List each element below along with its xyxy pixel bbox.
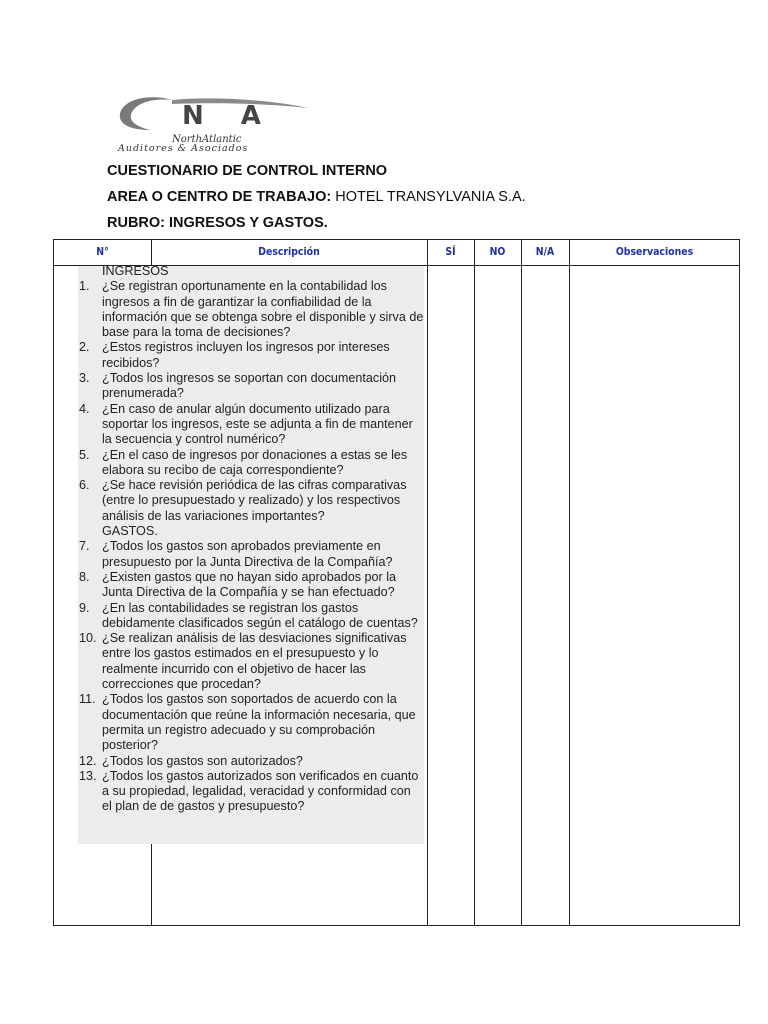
question-item xyxy=(78,371,424,402)
question-number: 12. xyxy=(79,753,97,768)
question-item xyxy=(78,402,424,448)
question-text: ¿Se hace revisión periódica de las cifras comparativas (entre lo presupuestado y realizado) y los respectivos análisis de las variaciones importantes? xyxy=(102,478,407,523)
question-text: ¿En caso de anular algún documento utilizado para soportar los ingresos, este se adjunta a fin de mantener la secuencia y control numérico? xyxy=(102,401,413,447)
question-number: 2. xyxy=(79,340,90,355)
question-number: 5. xyxy=(79,447,90,462)
question-number: 11. xyxy=(79,692,96,707)
logo-initials: N A xyxy=(182,101,275,131)
question-number: 7. xyxy=(79,539,90,554)
question-text: ¿Existen gastos que no hayan sido aprobados por la Junta Directiva de la Compañía y se han efectuado? xyxy=(102,569,397,600)
question-number: 9. xyxy=(79,600,90,615)
question-item xyxy=(78,279,424,340)
question-text: ¿En el caso de ingresos por donaciones a estas se les elabora su recibo de caja correspondiente? xyxy=(102,447,408,477)
question-item xyxy=(78,692,424,753)
question-text: ¿En las contabilidades se registran los gastos debidamente clasificados según el catálogo de cuentas? xyxy=(102,600,418,630)
header-no: NO xyxy=(489,245,506,258)
rubro-line: RUBRO: INGRESOS Y GASTOS. xyxy=(107,215,328,231)
question-item xyxy=(78,539,424,570)
logo-line1: NorthAtlantic xyxy=(172,134,242,145)
column-divider xyxy=(474,240,475,925)
question-item xyxy=(78,570,424,601)
question-number: 1. xyxy=(79,279,90,294)
area-line xyxy=(107,189,526,205)
section-title-ingresos: INGRESOS xyxy=(102,264,169,278)
header-num: N° xyxy=(96,245,109,258)
question-text: ¿Todos los gastos son aprobados previamente en presupuesto por la Junta Directiva de la Compañía? xyxy=(102,539,393,569)
question-text: ¿Se registran oportunamente en la contabilidad los ingresos a fin de garantizar la confiabilidad de la información que se obtenga sobre el disponible y sirva de base para la toma de decisiones? xyxy=(102,279,424,340)
question-item xyxy=(78,478,424,524)
logo-line2: Auditores & Asociados xyxy=(118,143,249,154)
question-item xyxy=(78,448,424,479)
column-divider xyxy=(569,240,570,925)
question-text: ¿Estos registros incluyen los ingresos por intereses recibidos? xyxy=(102,340,390,370)
question-number: 10. xyxy=(79,631,97,646)
question-list xyxy=(78,264,424,815)
question-text: ¿Todos los gastos son autorizados? xyxy=(102,753,303,768)
question-item xyxy=(78,340,424,371)
question-text: ¿Todos los gastos autorizados son verificados en cuanto a su propiedad, legalidad, veracidad y conformidad con el plan de de gastos y presupuesto? xyxy=(102,768,419,814)
question-text: ¿Se realizan análisis de las desviaciones significativas entre los gastos estimados en el presupuesto y lo realmente incurrido con el objetivo de hacer las correcciones que procedan? xyxy=(102,631,407,692)
company-logo xyxy=(112,92,312,154)
question-text: ¿Todos los gastos son soportados de acuerdo con la documentación que reúne la información necesaria, que permita un registro adecuado y su comprobación posterior? xyxy=(102,692,416,753)
area-value: HOTEL TRANSYLVANIA S.A. xyxy=(331,189,526,205)
column-divider xyxy=(521,240,522,925)
question-number: 8. xyxy=(79,569,90,584)
question-item xyxy=(78,631,424,692)
section-title-gastos: GASTOS. xyxy=(102,524,158,539)
question-number: 13. xyxy=(79,768,97,783)
document-title: CUESTIONARIO DE CONTROL INTERNO xyxy=(107,163,388,179)
header-observaciones: Observaciones xyxy=(615,245,694,258)
question-text: ¿Todos los ingresos se soportan con documentación prenumerada? xyxy=(102,371,397,401)
header-na: N/A xyxy=(535,245,555,258)
question-item xyxy=(78,754,424,769)
question-number: 6. xyxy=(79,478,90,493)
header-descripcion: Descripción xyxy=(258,245,320,258)
question-number: 4. xyxy=(79,401,90,416)
area-label: AREA O CENTRO DE TRABAJO: xyxy=(107,189,332,205)
question-number: 3. xyxy=(79,371,90,386)
question-item xyxy=(78,769,424,815)
question-item xyxy=(78,601,424,632)
header-si: SÍ xyxy=(445,245,456,258)
column-divider xyxy=(427,240,428,925)
